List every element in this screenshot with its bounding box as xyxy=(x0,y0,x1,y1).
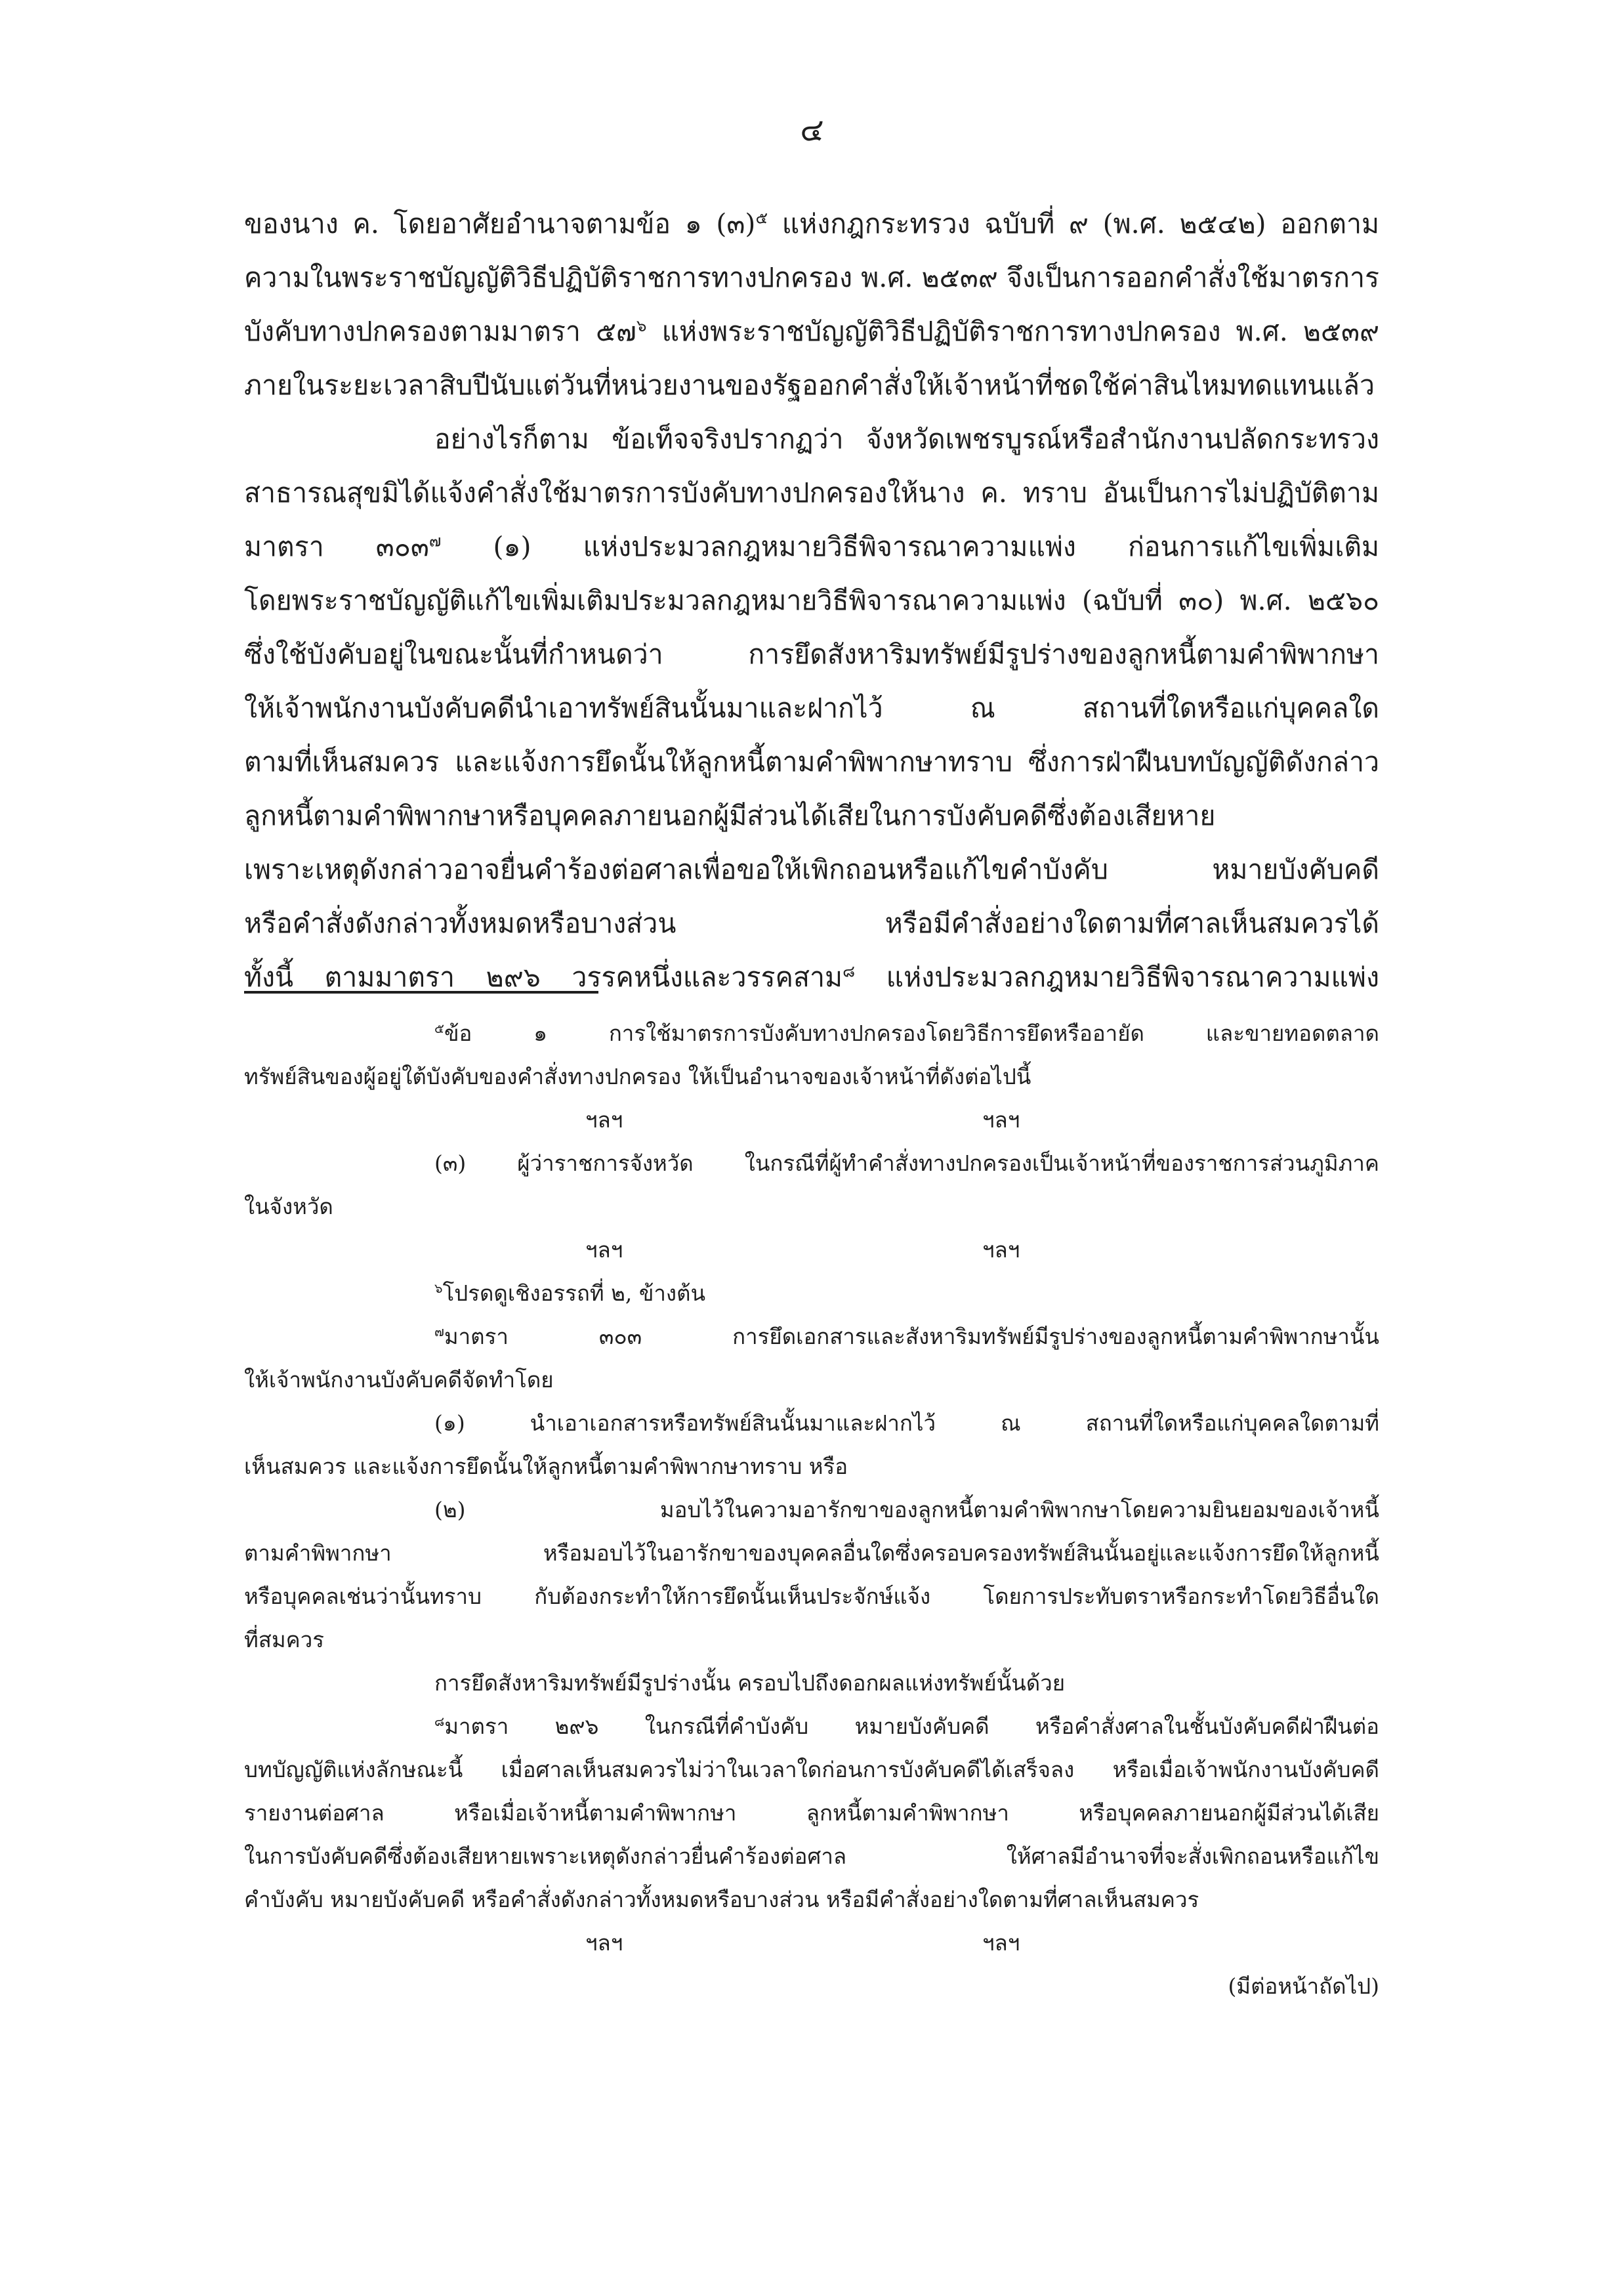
body-line: ตามที่เห็นสมควร และแจ้งการยึดนั้นให้ลูกหนี้ตามคำพิพากษาทราบ ซึ่งการฝ่าฝืนบทบัญญัติดังกล่าว xyxy=(244,746,1379,778)
footnote-5: $^๕$ข้อ ๑ การใช้มาตรการบังคับทางปกครองโดยวิธีการยึดหรืออายัด และขายทอดตลาด xyxy=(434,1020,1379,1046)
body-line: ความในพระราชบัญญัติวิธีปฏิบัติราชการทางปกครอง พ.ศ. ๒๕๓๙ จึงเป็นการออกคำสั่งใช้มาตรการ xyxy=(244,262,1379,293)
footnote-7: $^๗$มาตรา ๓๐๓ การยึดเอกสารและสังหาริมทรัพย์มีรูปร่างของลูกหนี้ตามคำพิพากษานั้น xyxy=(434,1324,1379,1349)
page-number: ๔ xyxy=(800,112,824,148)
footnote-line: คำบังคับ หมายบังคับคดี หรือคำสั่งดังกล่าวทั้งหมดหรือบางส่วน หรือมีคำสั่งอย่างใดตามที่ศาลเห็นสมควร xyxy=(244,1887,1199,1912)
body-line: โดยพระราชบัญญัติแก้ไขเพิ่มเติมประมวลกฎหมายวิธีพิจารณาความแพ่ง (ฉบับที่ ๓๐) พ.ศ. ๒๕๖๐ xyxy=(244,585,1379,616)
footnotes xyxy=(244,1012,1379,2008)
body-line: หรือคำสั่งดังกล่าวทั้งหมดหรือบางส่วน หรือมีคำสั่งอย่างใดตามที่ศาลเห็นสมควรได้ xyxy=(244,908,1379,939)
footnote-line: ในจังหวัด xyxy=(244,1194,333,1219)
continued-note: (มีต่อหน้าถัดไป) xyxy=(1228,1973,1379,1999)
body-text xyxy=(244,197,1379,1004)
footnote-line: รายงานต่อศาล หรือเมื่อเจ้าหนี้ตามคำพิพากษา ลูกหนี้ตามคำพิพากษา หรือบุคคลภายนอกผู้มีส่วนได้เสีย xyxy=(244,1800,1379,1826)
footnote-line: เห็นสมควร และแจ้งการยึดนั้นให้ลูกหนี้ตามคำพิพากษาทราบ หรือ xyxy=(244,1454,848,1479)
footnote-line: (๓) ผู้ว่าราชการจังหวัด ในกรณีที่ผู้ทำคำสั่งทางปกครองเป็นเจ้าหน้าที่ของราชการส่วนภูมิภาค xyxy=(434,1150,1379,1176)
ellipsis-row: ฯลฯ ฯลฯ xyxy=(585,1237,1020,1263)
body-line: สาธารณสุขมิได้แจ้งคำสั่งใช้มาตรการบังคับทางปกครองให้นาง ค. ทราบ อันเป็นการไม่ปฏิบัติตาม xyxy=(244,477,1379,509)
footnote-separator xyxy=(244,991,598,994)
footnote-line: หรือบุคคลเช่นว่านั้นทราบ กับต้องกระทำให้การยึดนั้นเห็นประจักษ์แจ้ง โดยการประทับตราหรือกระทำโดยวิธีอื่นใด xyxy=(244,1584,1379,1609)
body-line: ให้เจ้าพนักงานบังคับคดีนำเอาทรัพย์สินนั้นมาและฝากไว้ ณ สถานที่ใดหรือแก่บุคคลใด xyxy=(244,692,1379,724)
footnote-line: ที่สมควร xyxy=(244,1627,324,1652)
footnote-line: ตามคำพิพากษา หรือมอบไว้ในอารักขาของบุคคลอื่นใดซึ่งครอบครองทรัพย์สินนั้นอยู่และแจ้งการยึดให้ลูกหนี้ xyxy=(244,1540,1379,1566)
body-line: อย่างไรก็ตาม ข้อเท็จจริงปรากฏว่า จังหวัดเพชรบูรณ์หรือสำนักงานปลัดกระทรวง xyxy=(434,423,1379,455)
footnote-line: ทรัพย์สินของผู้อยู่ใต้บังคับของคำสั่งทางปกครอง ให้เป็นอำนาจของเจ้าหน้าที่ดังต่อไปนี้ xyxy=(244,1064,1031,1089)
body-line: ลูกหนี้ตามคำพิพากษาหรือบุคคลภายนอกผู้มีส่วนได้เสียในการบังคับคดีซึ่งต้องเสียหาย xyxy=(244,800,1216,831)
body-line: ทั้งนี้ ตามมาตรา ๒๙๖ วรรคหนึ่งและวรรคสาม$^๘$ แห่งประมวลกฎหมายวิธีพิจารณาความแพ่ง xyxy=(244,961,1379,993)
footnote-line: การยึดสังหาริมทรัพย์มีรูปร่างนั้น ครอบไปถึงดอกผลแห่งทรัพย์นั้นด้วย xyxy=(434,1670,1066,1696)
footnote-8: $^๘$มาตรา ๒๙๖ ในกรณีที่คำบังคับ หมายบังคับคดี หรือคำสั่งศาลในชั้นบังคับคดีฝ่าฝืนต่อ xyxy=(434,1713,1379,1739)
footnote-line: บทบัญญัติแห่งลักษณะนี้ เมื่อศาลเห็นสมควรไม่ว่าในเวลาใดก่อนการบังคับคดีได้เสร็จลง หรือเมื่อเจ้าพนักงานบังคับคดี xyxy=(244,1757,1379,1782)
footnote-ref-7[interactable]: ๗ xyxy=(428,531,442,551)
footnote-6: $^๖$โปรดดูเชิงอรรถที่ ๒, ข้างต้น xyxy=(434,1280,706,1306)
footnote-line: ในการบังคับคดีซึ่งต้องเสียหายเพราะเหตุดังกล่าวยื่นคำร้องต่อศาล ให้ศาลมีอำนาจที่จะสั่งเพิกถอนหรือแก้ไข xyxy=(244,1843,1379,1869)
body-line: ซึ่งใช้บังคับอยู่ในขณะนั้นที่กำหนดว่า การยึดสังหาริมทรัพย์มีรูปร่างของลูกหนี้ตามคำพิพากษา xyxy=(244,639,1379,670)
footnote-line: (๒) มอบไว้ในความอารักขาของลูกหนี้ตามคำพิพากษาโดยความยินยอมของเจ้าหนี้ xyxy=(434,1497,1379,1522)
body-line: ภายในระยะเวลาสิบปีนับแต่วันที่หน่วยงานของรัฐออกคำสั่งให้เจ้าหน้าที่ชดใช้ค่าสินไหมทดแทนแล้ว xyxy=(244,369,1375,401)
footnote-ref-8[interactable]: ๘ xyxy=(843,961,856,981)
body-line: มาตรา ๓๐๓$^๗$ (๑) แห่งประมวลกฎหมายวิธีพิจารณาความแพ่ง ก่อนการแก้ไขเพิ่มเติม xyxy=(244,531,1379,562)
footnote-line: ให้เจ้าพนักงานบังคับคดีจัดทำโดย xyxy=(244,1367,554,1393)
body-line: บังคับทางปกครองตามมาตรา ๕๗$^๖$ แห่งพระราชบัญญัติวิธีปฏิบัติราชการทางปกครอง พ.ศ. ๒๕๓๙ xyxy=(244,316,1379,347)
footnote-line: (๑) นำเอาเอกสารหรือทรัพย์สินนั้นมาและฝากไว้ ณ สถานที่ใดหรือแก่บุคคลใดตามที่ xyxy=(434,1410,1379,1436)
ellipsis-row: ฯลฯ ฯลฯ xyxy=(585,1930,1020,1956)
footnote-ref-6[interactable]: ๖ xyxy=(636,316,647,335)
body-line: ของนาง ค. โดยอาศัยอำนาจตามข้อ ๑ (๓)$^๕$ แห่งกฎกระทรวง ฉบับที่ ๙ (พ.ศ. ๒๕๔๒) ออกตาม xyxy=(244,208,1379,240)
footnote-ref-5[interactable]: ๕ xyxy=(755,208,768,228)
ellipsis-row: ฯลฯ ฯลฯ xyxy=(585,1107,1020,1133)
body-line: เพราะเหตุดังกล่าวอาจยื่นคำร้องต่อศาลเพื่อขอให้เพิกถอนหรือแก้ไขคำบังคับ หมายบังคับคดี xyxy=(244,854,1379,885)
